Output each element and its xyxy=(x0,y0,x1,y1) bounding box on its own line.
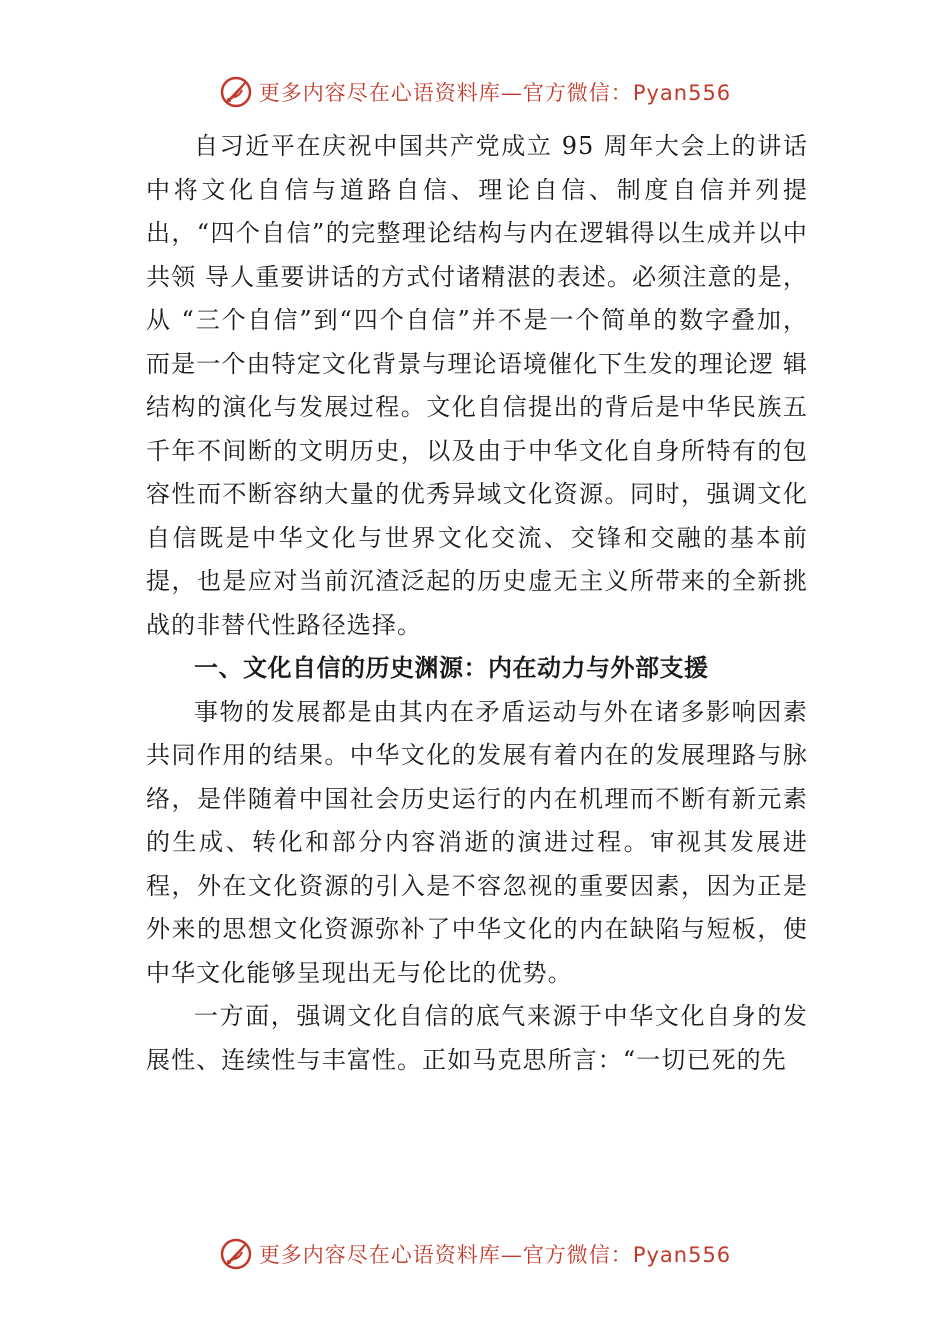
feather-circle-logo-icon xyxy=(219,75,253,109)
feather-circle-logo-icon xyxy=(219,1237,253,1271)
document-body xyxy=(146,125,808,1082)
section-heading: 一、文化自信的历史渊源：内在动力与外部支援 xyxy=(194,654,709,682)
banner-wechat-id: Pyan556 xyxy=(632,1243,732,1267)
banner-wechat-label: 官方微信： xyxy=(522,1243,633,1267)
section-paragraph-2: 一方面，强调文化自信的底气来源于中华文化自身的发展性、连续性与丰富性。正如马克思所言：“一切已死的先 xyxy=(146,1002,808,1074)
footer-banner xyxy=(0,1232,950,1276)
banner-text: 更多内容尽在心语资料库 xyxy=(258,81,501,105)
intro-paragraph: 自习近平在庆祝中国共产党成立 95 周年大会上的讲话中将文化自信与道路自信、理论自信、制度自信并列提出，“四个自信”的完整理论结构与内在逻辑得以生成并以中共领 导人重要讲话的方式付诸精湛的表述。必须注意的是，从 “三个自信”到“四个自信”并不是一个简单的数字叠加， 而是一个由特定文化背景与理论语境催化下生发的理论逻 辑结构的演化与发展过程。文化自信提出的背后是中华民族五千年不间断的文明历史，以及由于中华文化自身所特有的包容性而不断容纳大量的优秀异域文化资源。同时，强调文化自信既是中华文化与世界文化交流、交锋和交融的基本前提，也是应对当前沉渣泛起的历史虚无主义所带来的全新挑战的非替代性路径选择。 xyxy=(146,132,808,639)
banner-separator: — xyxy=(500,81,523,105)
header-banner xyxy=(0,70,950,114)
banner-wechat-label: 官方微信： xyxy=(522,81,633,105)
banner-text: 更多内容尽在心语资料库 xyxy=(258,1243,501,1267)
section-paragraph-1: 事物的发展都是由其内在矛盾运动与外在诸多影响因素共同作用的结果。中华文化的发展有着内在的发展理路与脉络，是伴随着中国社会历史运行的内在机理而不断有新元素的生成、转化和部分内容消逝的演进过程。审视其发展进程，外在文化资源的引入是不容忽视的重要因素，因为正是外来的思想文化资源弥补了中华文化的内在缺陷与短板，使中华文化能够呈现出无与伦比的优势。 xyxy=(146,697,808,987)
banner-separator: — xyxy=(500,1243,523,1267)
banner-wechat-id: Pyan556 xyxy=(632,81,732,105)
